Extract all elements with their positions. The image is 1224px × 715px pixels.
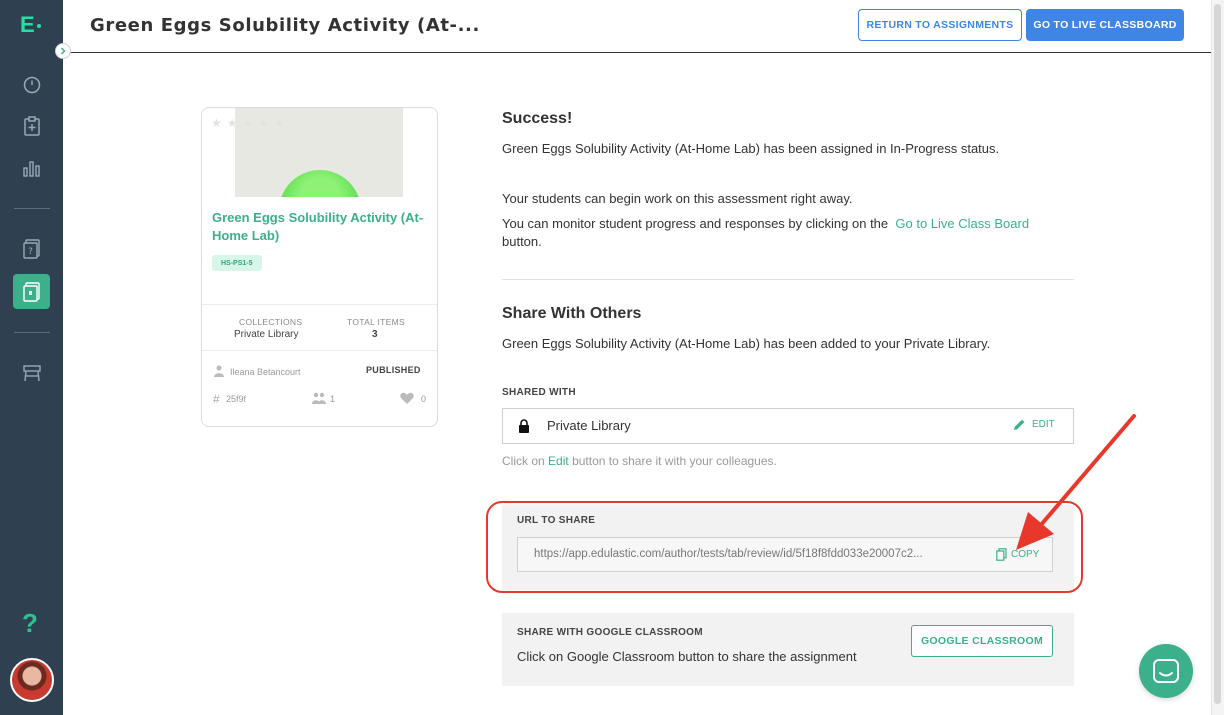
chat-support-button[interactable]: [1139, 644, 1193, 698]
share-heading: Share With Others: [502, 305, 642, 322]
user-icon: [214, 364, 224, 382]
copy-button[interactable]: COPY: [996, 548, 1039, 561]
standard-tag: HS-PS1-5: [212, 255, 262, 271]
users-count: 1: [330, 394, 336, 404]
go-to-live-classboard-button[interactable]: GO TO LIVE CLASSBOARD: [1026, 9, 1184, 41]
test-card-title[interactable]: Green Eggs Solubility Activity (At-Home Lab): [212, 210, 424, 243]
url-label: URL TO SHARE: [517, 515, 596, 526]
divider: [202, 350, 437, 351]
expand-sidebar-button[interactable]: [55, 43, 71, 59]
google-classroom-section: [502, 613, 1074, 686]
collections-value: Private Library: [234, 329, 299, 340]
highlight-annotation: [486, 501, 1083, 593]
reports-icon[interactable]: [21, 157, 43, 179]
collections-label: COLLECTIONS: [239, 317, 303, 327]
scrollbar-thumb[interactable]: [1214, 4, 1221, 704]
rating-stars-icon: ★★★★★: [211, 116, 290, 130]
sidebar-divider: [14, 332, 50, 333]
sidebar-divider: [14, 208, 50, 209]
live-class-board-link[interactable]: Go to Live Class Board: [895, 216, 1030, 231]
dashboard-icon[interactable]: [21, 74, 43, 96]
author-name: Ileana Betancourt: [230, 367, 301, 377]
shared-with-value: Private Library: [547, 418, 631, 433]
users-icon: [312, 391, 326, 409]
page-title: Green Eggs Solubility Activity (At-...: [90, 15, 480, 36]
edit-link[interactable]: Edit: [548, 454, 569, 468]
svg-text:?: ?: [28, 247, 33, 257]
shared-with-label: SHARED WITH: [502, 387, 576, 398]
test-library-icon[interactable]: [13, 274, 50, 309]
success-heading: Success!: [502, 110, 573, 127]
google-classroom-text: Click on Google Classroom button to share the assignment: [517, 649, 857, 664]
likes-count: 0: [421, 394, 427, 404]
google-classroom-label: SHARE WITH GOOGLE CLASSROOM: [517, 627, 703, 638]
status-badge: PUBLISHED: [366, 365, 421, 375]
edit-share-button[interactable]: EDIT: [1013, 418, 1055, 431]
edit-hint: Click on Edit button to share it with your colleagues.: [502, 454, 777, 468]
google-classroom-button[interactable]: GOOGLE CLASSROOM: [911, 625, 1053, 657]
success-message: Green Eggs Solubility Activity (At-Home Lab) has been assigned in In-Progress status.: [502, 141, 1000, 156]
hash-icon: #: [213, 392, 220, 406]
arrow-annotation: [1010, 410, 1140, 560]
page-header: [63, 0, 1211, 53]
edulastic-logo[interactable]: E: [20, 12, 41, 38]
section-divider: [502, 279, 1074, 280]
manage-class-icon[interactable]: [21, 362, 43, 384]
divider: [202, 304, 437, 305]
user-avatar[interactable]: [10, 658, 54, 702]
students-begin-text: Your students can begin work on this assessment right away.: [502, 191, 853, 206]
sidebar: [0, 0, 63, 715]
monitor-progress-text: You can monitor student progress and responses by clicking on the Go to Live Class Board button.: [502, 216, 1030, 249]
lock-icon: [518, 419, 530, 438]
shared-with-field: [502, 408, 1074, 444]
test-card[interactable]: [201, 107, 438, 427]
item-bank-icon[interactable]: [21, 238, 43, 260]
test-id: 25f9f: [226, 394, 247, 404]
help-icon[interactable]: ?: [22, 608, 38, 638]
total-items-value: 3: [372, 329, 378, 340]
share-description: Green Eggs Solubility Activity (At-Home Lab) has been added to your Private Library.: [502, 336, 991, 351]
return-to-assignments-button[interactable]: RETURN TO ASSIGNMENTS: [858, 9, 1022, 41]
chat-icon: [1153, 659, 1179, 683]
share-url-value: https://app.edulastic.com/author/tests/tab/review/id/5f18f8fdd033e20007c2...: [534, 548, 923, 560]
heart-icon[interactable]: [400, 391, 414, 409]
total-items-label: TOTAL ITEMS: [347, 317, 405, 327]
assignments-icon[interactable]: [21, 115, 43, 137]
